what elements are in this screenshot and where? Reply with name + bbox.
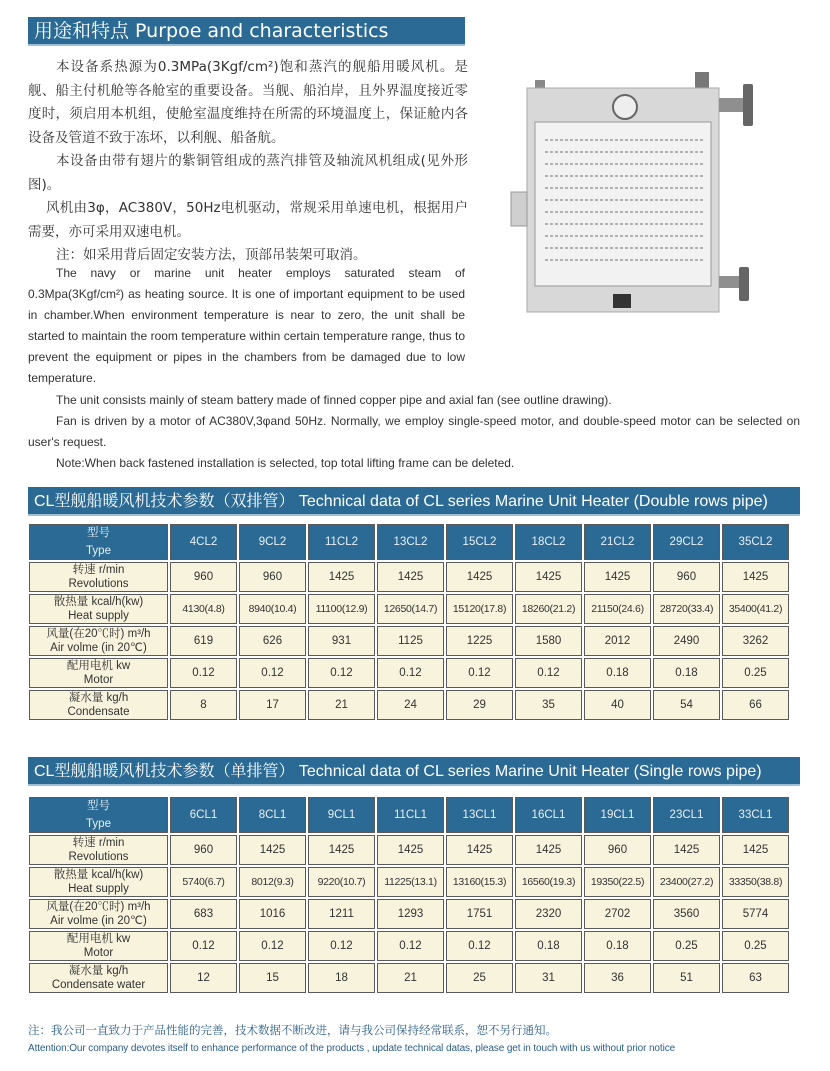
- value-cell: 66: [722, 690, 789, 720]
- terminal-box: [613, 294, 631, 308]
- value-cell: 626: [239, 626, 306, 656]
- row-label-cell: [29, 867, 168, 897]
- value-cell: 960: [170, 562, 237, 592]
- value-cell: 51: [653, 963, 720, 993]
- value-cell: 16560(19.3): [515, 867, 582, 897]
- row-label-en: Air volme (in 20℃): [50, 642, 147, 654]
- value-cell: 63: [722, 963, 789, 993]
- en-paragraph: Note:When back fastened installation is selected, top total lifting frame can be deleted.: [56, 456, 515, 470]
- header-label-cn: 型号: [87, 527, 110, 539]
- type-header-cell: 19CL1: [584, 797, 651, 833]
- value-cell: 36: [584, 963, 651, 993]
- value-cell: 960: [653, 562, 720, 592]
- value-cell: 0.12: [446, 931, 513, 961]
- row-label-cell: [29, 562, 168, 592]
- value-cell: 1425: [515, 835, 582, 865]
- value-cell: 1425: [308, 835, 375, 865]
- table-row: [29, 658, 789, 688]
- type-header-cell: 29CL2: [653, 524, 720, 560]
- row-label-cell: [29, 658, 168, 688]
- value-cell: 21150(24.6): [584, 594, 651, 624]
- table-row: [29, 899, 789, 929]
- value-cell: 619: [170, 626, 237, 656]
- value-cell: 18: [308, 963, 375, 993]
- value-cell: 1425: [584, 562, 651, 592]
- pressure-gauge: [613, 95, 637, 119]
- heater-grille: [535, 122, 711, 286]
- value-cell: 1211: [308, 899, 375, 929]
- type-header-cell: 15CL2: [446, 524, 513, 560]
- english-description-wide: [28, 390, 800, 474]
- value-cell: 0.12: [446, 658, 513, 688]
- value-cell: 1425: [308, 562, 375, 592]
- value-cell: 8940(10.4): [239, 594, 306, 624]
- value-cell: 31: [515, 963, 582, 993]
- value-cell: 931: [308, 626, 375, 656]
- row-label-cn: 风量(在20℃时) m³/h: [46, 901, 151, 913]
- table-row: [29, 835, 789, 865]
- value-cell: 8: [170, 690, 237, 720]
- value-cell: 1293: [377, 899, 444, 929]
- row-label-cn: 配用电机 kw: [66, 933, 131, 945]
- outlet-flange: [739, 267, 749, 301]
- technical-data-table-double-rows: [27, 522, 791, 722]
- type-header-cell: 6CL1: [170, 797, 237, 833]
- value-cell: 0.12: [308, 931, 375, 961]
- value-cell: 0.12: [515, 658, 582, 688]
- row-label-cell: [29, 931, 168, 961]
- row-label-en: Revolutions: [68, 851, 129, 863]
- value-cell: 12650(14.7): [377, 594, 444, 624]
- value-cell: 23400(27.2): [653, 867, 720, 897]
- type-header-cell: 13CL2: [377, 524, 444, 560]
- value-cell: 17: [239, 690, 306, 720]
- row-label-cell: [29, 835, 168, 865]
- value-cell: 0.12: [377, 658, 444, 688]
- table-row: [29, 867, 789, 897]
- table-row: [29, 626, 789, 656]
- type-header-cell: 4CL2: [170, 524, 237, 560]
- cn-paragraph: 注：如采用背后固定安装方法，顶部吊装架可取消。: [56, 247, 367, 263]
- unit-heater-photo: [505, 62, 775, 322]
- value-cell: 54: [653, 690, 720, 720]
- table-title-double-rows: CL型舰船暖风机技术参数（双排管） Technical data of CL series Marine Unit Heater (Double rows pipe): [28, 487, 800, 516]
- value-cell: 25: [446, 963, 513, 993]
- english-description-narrow: [28, 263, 465, 389]
- steam-inlet-pipe: [719, 98, 745, 112]
- footnote-cn: 注：我公司一直致力于产品性能的完善，技术数据不断改进，请与我公司保持经常联系，恕不另行通知。: [28, 1025, 557, 1037]
- value-cell: 0.12: [170, 931, 237, 961]
- row-label-cn: 配用电机 kw: [66, 660, 131, 672]
- value-cell: 0.12: [170, 658, 237, 688]
- value-cell: 8012(9.3): [239, 867, 306, 897]
- value-cell: 5774: [722, 899, 789, 929]
- value-cell: 960: [170, 835, 237, 865]
- row-label-en: Air volme (in 20℃): [50, 915, 147, 927]
- en-paragraph: The navy or marine unit heater employs saturated steam of 0.3Mpa(3Kgf/cm²) as heating source. It is one of important equipment to be used in chamber.When environment temperature is near to zero, the unit shall be started to maintain the room temperature within certain temperature range, thus to prevent the equipment or pipes in the chambers from be damaged due to low temperature.: [28, 266, 465, 385]
- value-cell: 18260(21.2): [515, 594, 582, 624]
- table-title-single-rows: CL型舰船暖风机技术参数（单排管） Technical data of CL series Marine Unit Heater (Single rows pipe): [28, 757, 800, 786]
- value-cell: 0.18: [584, 658, 651, 688]
- value-cell: 1125: [377, 626, 444, 656]
- type-header-cell: 35CL2: [722, 524, 789, 560]
- row-label-cn: 散热量 kcal/h(kw): [53, 869, 144, 881]
- value-cell: 28720(33.4): [653, 594, 720, 624]
- value-cell: 1425: [239, 835, 306, 865]
- section-title: 用途和特点 Purpoe and characteristics: [28, 17, 465, 46]
- header-label-en: Type: [86, 545, 111, 557]
- value-cell: 3262: [722, 626, 789, 656]
- row-label-cell: [29, 899, 168, 929]
- footnote-en: Attention:Our company devotes itself to enhance performance of the products , update technical datas, please get in touch with us without prior notice: [28, 1043, 676, 1054]
- value-cell: 0.18: [515, 931, 582, 961]
- value-cell: 15: [239, 963, 306, 993]
- row-label-en: Condensate: [67, 706, 130, 718]
- table-row: [29, 562, 789, 592]
- type-header-cell: 21CL2: [584, 524, 651, 560]
- cn-paragraph: 本设备系热源为0.3MPa(3Kgf/cm²)饱和蒸汽的舰船用暖风机。是舰、船主付机舱等各舱室的重要设备。当舰、船泊岸，且外界温度接近零度时，须启用本机组，使舱室温度维持在所需的环境温度上，保证舱内各设备及管道不致于冻坏，以利舰、船备航。: [28, 59, 468, 146]
- condensate-outlet-pipe: [719, 276, 741, 288]
- row-label-en: Heat supply: [68, 883, 129, 895]
- table-header-row: [29, 797, 789, 833]
- value-cell: 35400(41.2): [722, 594, 789, 624]
- type-header-cell: 33CL1: [722, 797, 789, 833]
- type-header-cell: 23CL1: [653, 797, 720, 833]
- value-cell: 0.12: [239, 931, 306, 961]
- value-cell: 2012: [584, 626, 651, 656]
- value-cell: 2490: [653, 626, 720, 656]
- value-cell: 0.25: [722, 931, 789, 961]
- value-cell: 40: [584, 690, 651, 720]
- chinese-description: [28, 56, 468, 268]
- value-cell: 2702: [584, 899, 651, 929]
- cn-paragraph: 本设备由带有翅片的紫铜管组成的蒸汽排管及轴流风机组成(见外形图)。: [28, 153, 468, 193]
- value-cell: 21: [377, 963, 444, 993]
- row-label-cn: 凝水量 kg/h: [68, 692, 129, 704]
- value-cell: 5740(6.7): [170, 867, 237, 897]
- value-cell: 1751: [446, 899, 513, 929]
- value-cell: 1016: [239, 899, 306, 929]
- type-header-cell: 8CL1: [239, 797, 306, 833]
- value-cell: 0.12: [239, 658, 306, 688]
- value-cell: 2320: [515, 899, 582, 929]
- value-cell: 1425: [515, 562, 582, 592]
- type-header-cell: 11CL2: [308, 524, 375, 560]
- type-header-cell: 11CL1: [377, 797, 444, 833]
- table-row: [29, 594, 789, 624]
- row-label-cell: [29, 963, 168, 993]
- inlet-flange: [743, 84, 753, 126]
- table-header-row: [29, 524, 789, 560]
- value-cell: 960: [584, 835, 651, 865]
- value-cell: 9220(10.7): [308, 867, 375, 897]
- value-cell: 0.12: [308, 658, 375, 688]
- motor-junction-box: [511, 192, 527, 226]
- value-cell: 33350(38.8): [722, 867, 789, 897]
- value-cell: 15120(17.8): [446, 594, 513, 624]
- table-row: [29, 690, 789, 720]
- value-cell: 1425: [653, 835, 720, 865]
- header-label-cell: [29, 524, 168, 560]
- en-paragraph: Fan is driven by a motor of AC380V,3φand 50Hz. Normally, we employ single-speed motor, and double-speed motor can be selected on user's request.: [28, 414, 800, 449]
- row-label-cell: [29, 626, 168, 656]
- value-cell: 0.25: [722, 658, 789, 688]
- value-cell: 683: [170, 899, 237, 929]
- value-cell: 11100(12.9): [308, 594, 375, 624]
- value-cell: 0.18: [584, 931, 651, 961]
- row-label-cn: 散热量 kcal/h(kw): [53, 596, 144, 608]
- row-label-en: Revolutions: [68, 578, 129, 590]
- value-cell: 1225: [446, 626, 513, 656]
- row-label-cell: [29, 594, 168, 624]
- value-cell: 0.12: [377, 931, 444, 961]
- row-label-cn: 转速 r/min: [72, 837, 125, 849]
- technical-data-table-single-rows: [27, 795, 791, 995]
- row-label-cn: 转速 r/min: [72, 564, 125, 576]
- value-cell: 1425: [722, 562, 789, 592]
- header-label-en: Type: [86, 818, 111, 830]
- value-cell: 3560: [653, 899, 720, 929]
- header-label-cell: [29, 797, 168, 833]
- value-cell: 13160(15.3): [446, 867, 513, 897]
- type-header-cell: 9CL1: [308, 797, 375, 833]
- value-cell: 35: [515, 690, 582, 720]
- value-cell: 24: [377, 690, 444, 720]
- value-cell: 1425: [722, 835, 789, 865]
- type-header-cell: 13CL1: [446, 797, 513, 833]
- row-label-en: Heat supply: [68, 610, 129, 622]
- value-cell: 21: [308, 690, 375, 720]
- value-cell: 1425: [377, 562, 444, 592]
- type-header-cell: 18CL2: [515, 524, 582, 560]
- value-cell: 0.25: [653, 931, 720, 961]
- row-label-en: Motor: [83, 674, 114, 686]
- value-cell: 1580: [515, 626, 582, 656]
- row-label-cell: [29, 690, 168, 720]
- value-cell: 19350(22.5): [584, 867, 651, 897]
- type-header-cell: 16CL1: [515, 797, 582, 833]
- value-cell: 960: [239, 562, 306, 592]
- value-cell: 4130(4.8): [170, 594, 237, 624]
- value-cell: 11225(13.1): [377, 867, 444, 897]
- row-label-cn: 风量(在20℃时) m³/h: [46, 628, 151, 640]
- value-cell: 12: [170, 963, 237, 993]
- value-cell: 1425: [446, 562, 513, 592]
- value-cell: 1425: [377, 835, 444, 865]
- row-label-cn: 凝水量 kg/h: [68, 965, 129, 977]
- cn-paragraph: 风机由3φ，AC380V，50Hz电机驱动，常规采用单速电机，根据用户需要，亦可采用双速电机。: [28, 200, 468, 240]
- value-cell: 29: [446, 690, 513, 720]
- row-label-en: Condensate water: [51, 979, 146, 991]
- table-row: [29, 931, 789, 961]
- value-cell: 0.18: [653, 658, 720, 688]
- en-paragraph: The unit consists mainly of steam battery made of finned copper pipe and axial fan (see outline drawing).: [56, 393, 612, 407]
- value-cell: 1425: [446, 835, 513, 865]
- type-header-cell: 9CL2: [239, 524, 306, 560]
- row-label-en: Motor: [83, 947, 114, 959]
- header-label-cn: 型号: [87, 800, 110, 812]
- table-row: [29, 963, 789, 993]
